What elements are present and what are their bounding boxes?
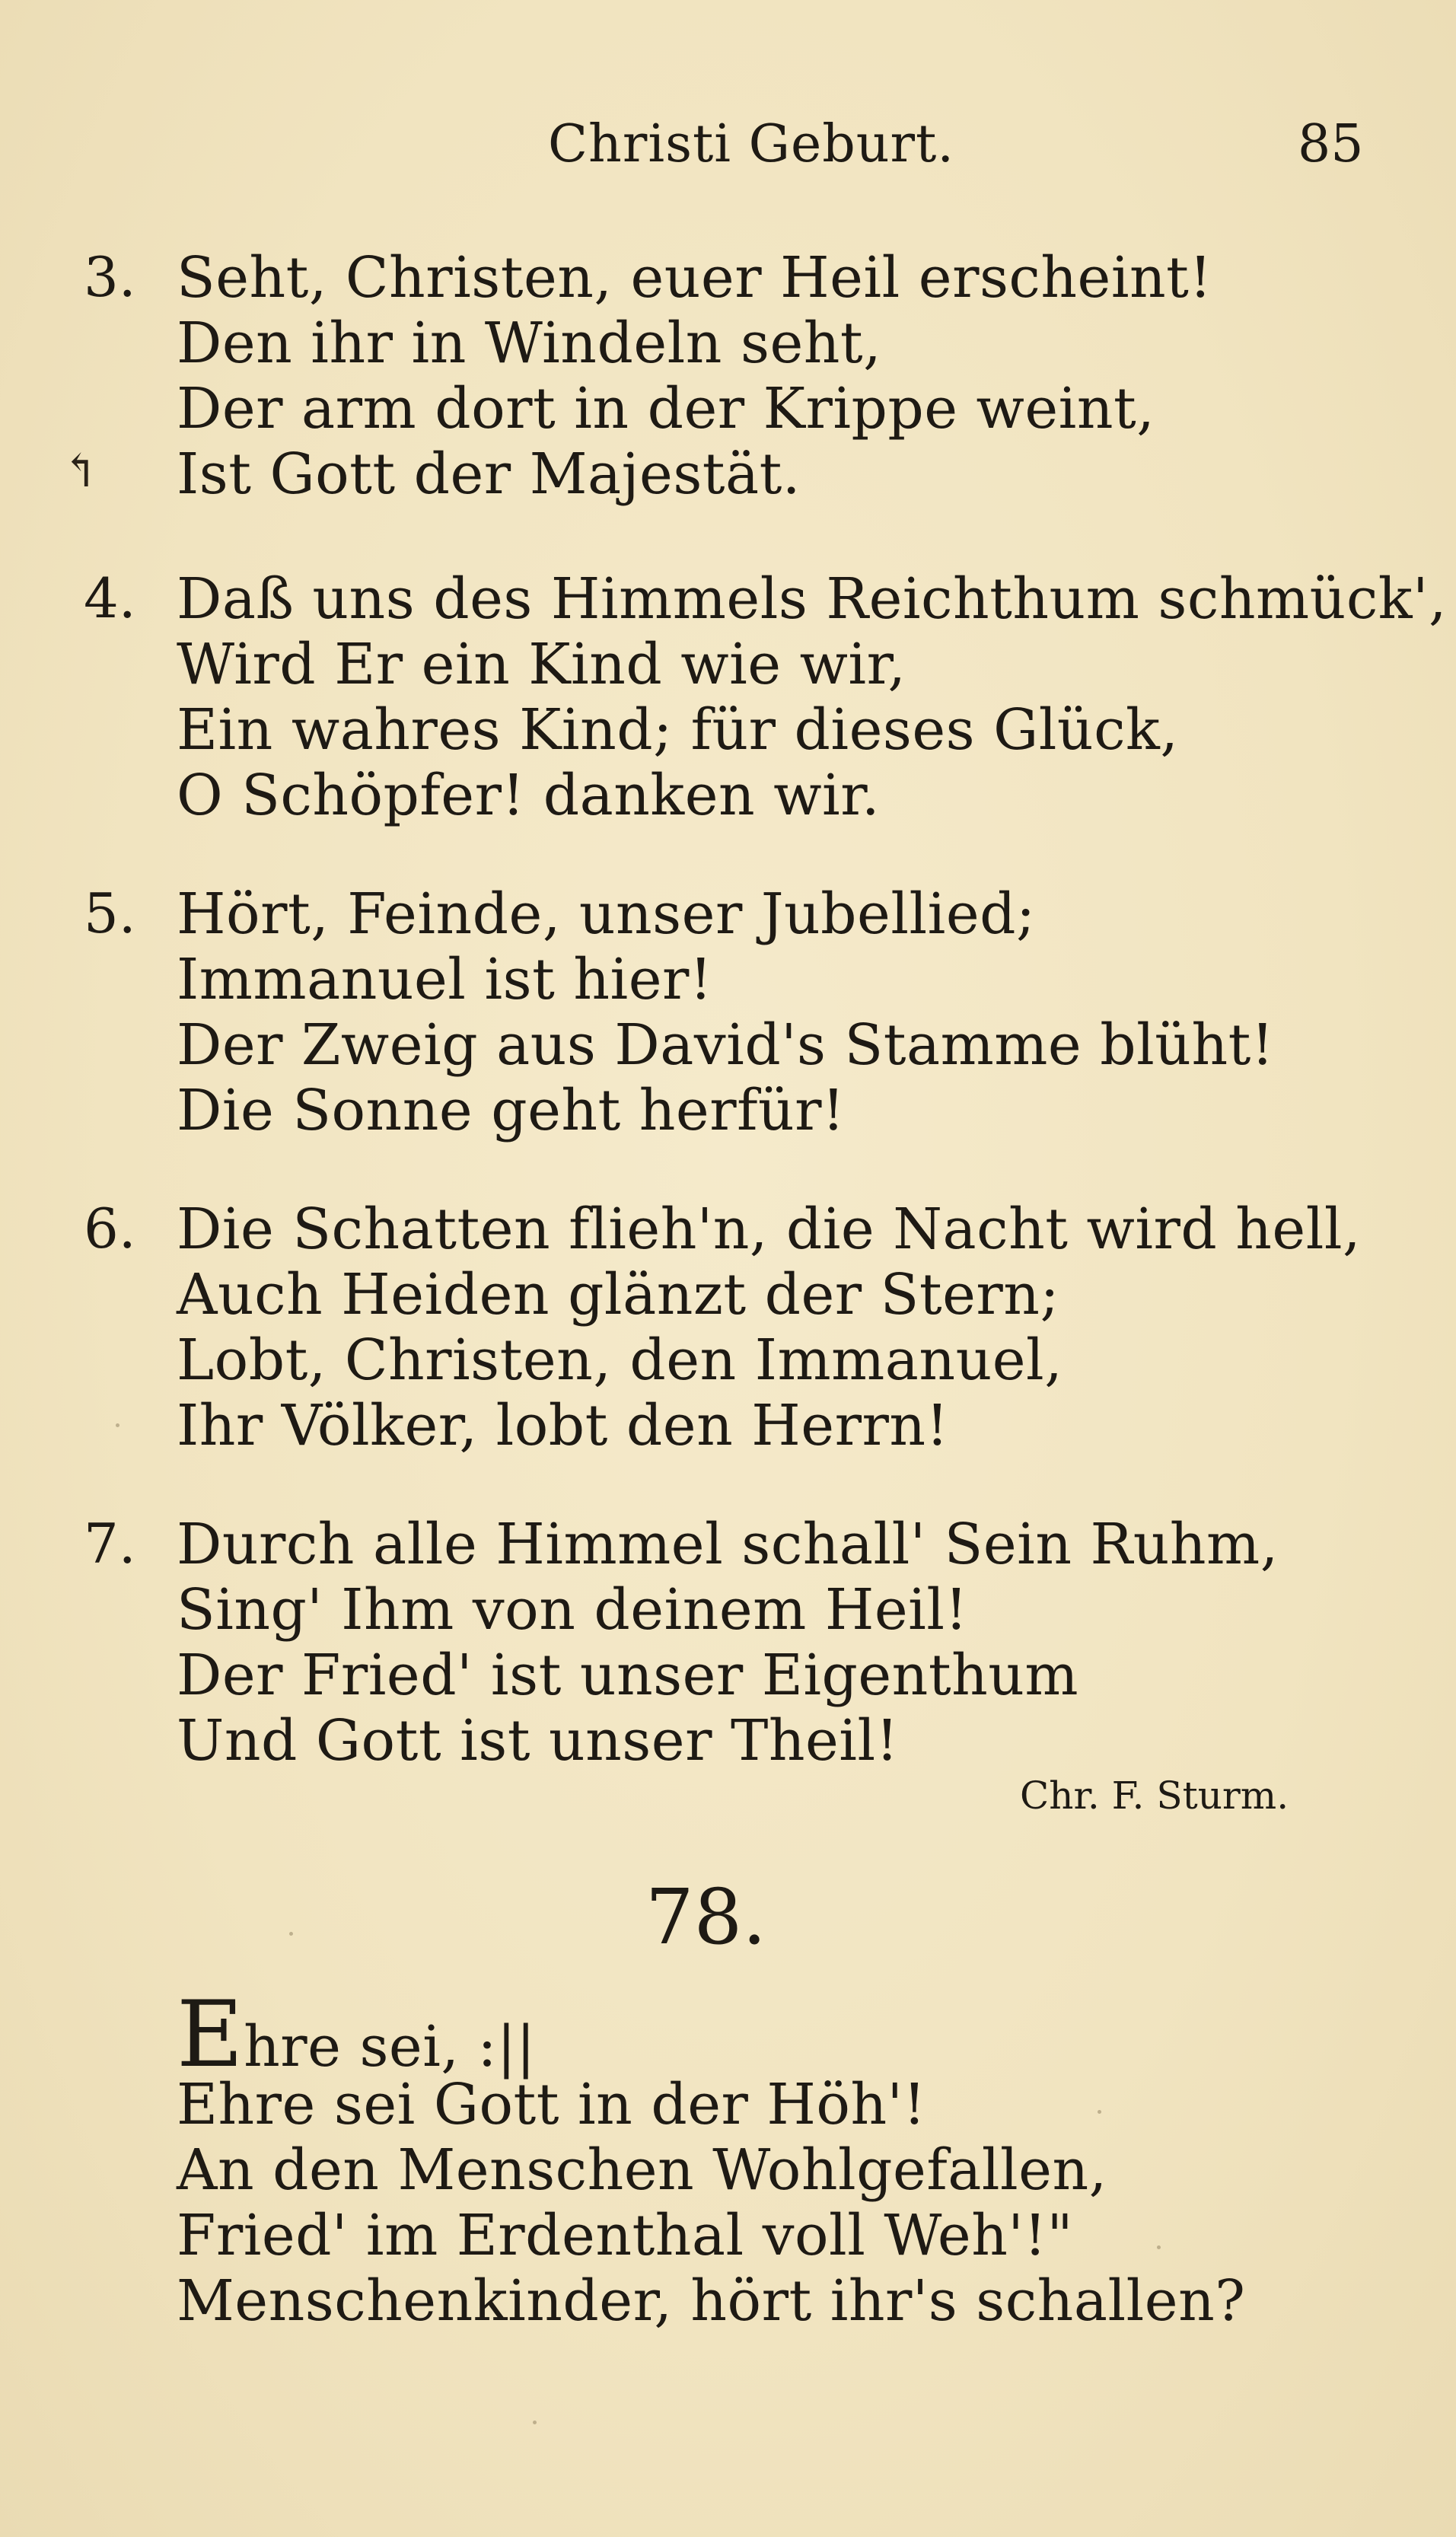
verse-line: Den ihr in Windeln seht, — [177, 311, 882, 376]
verse-line: Ihr Völker, lobt den Herrn! — [177, 1393, 949, 1458]
verse-line: Seht, Christen, euer Heil erscheint! — [177, 245, 1212, 311]
verse-line: Lobt, Christen, den Immanuel, — [177, 1327, 1063, 1393]
paper-speck — [116, 1423, 119, 1427]
verse-line: Durch alle Himmel schall' Sein Ruhm, — [177, 1512, 1279, 1577]
verse-line: Ist Gott der Majestät. — [177, 441, 801, 507]
verse-line: Menschenkinder, hört ihr's schallen? — [177, 2268, 1246, 2334]
verse-line: Hört, Feinde, unser Jubellied; — [177, 881, 1036, 947]
verse-line: An den Menschen Wohlgefallen, — [177, 2137, 1107, 2203]
paper-speck — [1098, 2110, 1101, 2114]
verse-line: Wird Er ein Kind wie wir, — [177, 632, 906, 697]
paper-speck — [1157, 2245, 1161, 2249]
stanza-number: 3. — [84, 245, 136, 309]
verse-line: Auch Heiden glänzt der Stern; — [177, 1262, 1059, 1327]
verse-line: Die Sonne geht herfür! — [177, 1078, 846, 1143]
verse-line: Immanuel ist hier! — [177, 947, 713, 1012]
verse-line: Der Zweig aus David's Stamme blüht! — [177, 1012, 1275, 1078]
hymn-number: 78. — [645, 1872, 767, 1962]
verse-line: Die Schatten flieh'n, die Nacht wird hell, — [177, 1197, 1362, 1262]
stanza-number: 6. — [84, 1197, 136, 1261]
verse-line-rest: hre sei, :|| — [244, 2014, 536, 2080]
paper-speck — [289, 1932, 293, 1936]
verse-line: Sing' Ihm von deinem Heil! — [177, 1577, 968, 1643]
verse-line: Der Fried' ist unser Eigenthum — [177, 1643, 1079, 1708]
verse-line: Der arm dort in der Krippe weint, — [177, 376, 1155, 441]
page-header — [0, 114, 1456, 183]
author-attribution: Chr. F. Sturm. — [1020, 1774, 1289, 1818]
stanza-number: 7. — [84, 1512, 136, 1576]
verse-line: Ehre sei Gott in der Höh'! — [177, 2072, 926, 2137]
paper-speck — [533, 2421, 537, 2424]
verse-line: O Schöpfer! danken wir. — [177, 763, 880, 828]
verse-line: Fried' im Erdenthal voll Weh'!" — [177, 2203, 1074, 2268]
page-number: 85 — [1298, 114, 1364, 174]
drop-cap: E — [177, 1982, 244, 2088]
verse-line: Ein wahres Kind; für dieses Glück, — [177, 697, 1179, 763]
stanza-number: 5. — [84, 881, 136, 945]
margin-mark-icon: ↰ — [61, 445, 100, 498]
verse-line-first — [177, 1982, 536, 2088]
verse-line: Und Gott ist unser Theil! — [177, 1708, 899, 1774]
verse-line: Daß uns des Himmels Reichthum schmück', — [177, 566, 1447, 632]
running-title: Christi Geburt. — [548, 114, 954, 174]
stanza-number: 4. — [84, 566, 136, 630]
